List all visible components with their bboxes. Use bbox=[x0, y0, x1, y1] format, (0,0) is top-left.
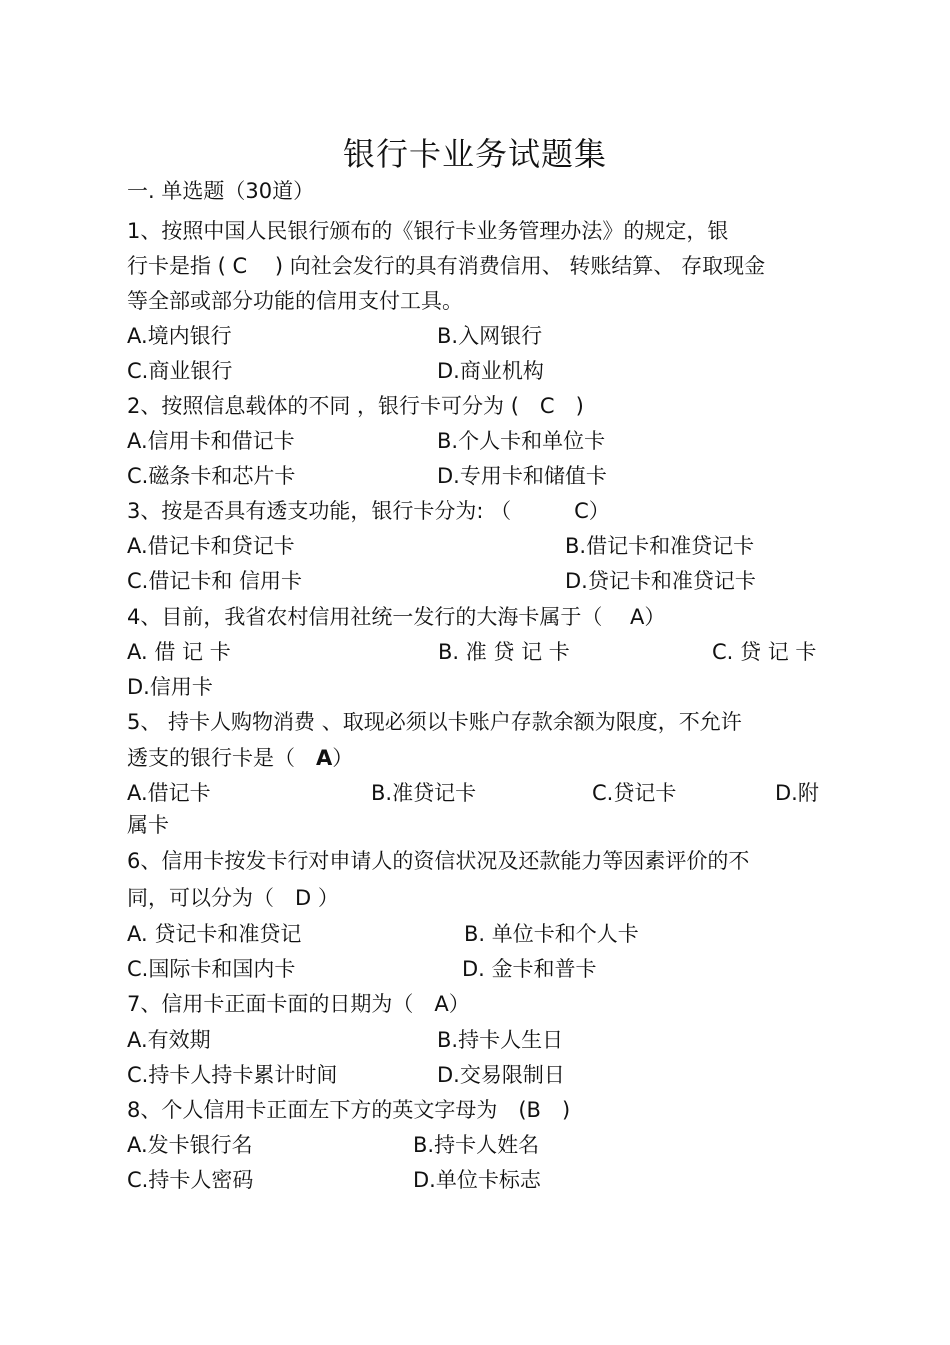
q3-option-b: B.借记卡和准贷记卡 bbox=[565, 534, 755, 558]
q7-option-d: D.交易限制日 bbox=[437, 1063, 565, 1087]
q4-option-b: B. 准 贷 记 卡 bbox=[438, 640, 570, 664]
q6-option-c: C.国际卡和国内卡 bbox=[127, 957, 296, 981]
q1-option-c: C.商业银行 bbox=[127, 359, 233, 383]
q2-option-c: C.磁条卡和芯片卡 bbox=[127, 464, 296, 488]
q1-stem-line3: 等全部或部分功能的信用支付工具。 bbox=[127, 289, 463, 313]
q5-stem-line2 bbox=[127, 743, 353, 773]
q3-option-c: C.借记卡和 信用卡 bbox=[127, 569, 303, 593]
q4-option-a: A. 借 记 卡 bbox=[127, 640, 231, 664]
q5-stem-line2-close: ） bbox=[332, 746, 354, 770]
q2-option-d: D.专用卡和储值卡 bbox=[437, 464, 607, 488]
q7-option-b: B.持卡人生日 bbox=[437, 1028, 564, 1052]
q5-stem-line1: 5、 持卡人购物消费 、取现必须以卡账户存款余额为限度，不允许 bbox=[127, 710, 742, 734]
q8-option-c: C.持卡人密码 bbox=[127, 1168, 254, 1192]
q8-stem: 8、个人信用卡正面左下方的英文字母为 (B ) bbox=[127, 1098, 571, 1122]
q1-stem-line1: 1、按照中国人民银行颁布的《银行卡业务管理办法》的规定，银 bbox=[127, 219, 729, 243]
q5-answer: A bbox=[316, 746, 333, 770]
q7-option-c: C.持卡人持卡累计时间 bbox=[127, 1063, 338, 1087]
q5-option-c: C.贷记卡 bbox=[592, 781, 677, 805]
q1-option-d: D.商业机构 bbox=[437, 359, 544, 383]
q3-option-d: D.贷记卡和准贷记卡 bbox=[565, 569, 756, 593]
q7-stem: 7、信用卡正面卡面的日期为（ A） bbox=[127, 992, 470, 1016]
q3-stem: 3、按是否具有透支功能，银行卡分为: （ C） bbox=[127, 499, 610, 523]
q1-option-b: B.入网银行 bbox=[437, 324, 543, 348]
q5-stem-line2-text: 透支的银行卡是（ bbox=[127, 746, 316, 770]
q1-stem-line2: 行卡是指 ( C ) 向社会发行的具有消费信用、 转账结算、 存取现金 bbox=[127, 254, 766, 278]
q4-stem: 4、目前，我省农村信用社统一发行的大海卡属于（ A） bbox=[127, 605, 666, 629]
q8-option-d: D.单位卡标志 bbox=[413, 1168, 541, 1192]
q5-option-d: D.附 bbox=[775, 781, 819, 805]
q6-stem-line2: 同，可以分为（ D ） bbox=[127, 886, 339, 910]
q4-option-c: C. 贷 记 卡 bbox=[712, 640, 817, 664]
q5-option-d-continued: 属卡 bbox=[127, 813, 169, 837]
q6-option-d: D. 金卡和普卡 bbox=[462, 957, 597, 981]
q2-stem: 2、按照信息载体的不同 ，银行卡可分为 ( C ) bbox=[127, 394, 584, 418]
section-heading: 一. 单选题（30道） bbox=[127, 179, 315, 203]
q2-option-a: A.信用卡和借记卡 bbox=[127, 429, 295, 453]
q6-stem-line1: 6、信用卡按发卡行对申请人的资信状况及还款能力等因素评价的不 bbox=[127, 849, 750, 873]
q5-option-b: B.准贷记卡 bbox=[371, 781, 477, 805]
q8-option-a: A.发卡银行名 bbox=[127, 1133, 253, 1157]
q6-option-b: B. 单位卡和个人卡 bbox=[464, 922, 639, 946]
q3-option-a: A.借记卡和贷记卡 bbox=[127, 534, 295, 558]
q5-option-a: A.借记卡 bbox=[127, 781, 211, 805]
q6-option-a: A. 贷记卡和准贷记 bbox=[127, 922, 302, 946]
q7-option-a: A.有效期 bbox=[127, 1028, 211, 1052]
q8-option-b: B.持卡人姓名 bbox=[413, 1133, 540, 1157]
q4-option-d: D.信用卡 bbox=[127, 675, 213, 699]
q2-option-b: B.个人卡和单位卡 bbox=[437, 429, 606, 453]
q1-option-a: A.境内银行 bbox=[127, 324, 232, 348]
page-title: 银行卡业务试题集 bbox=[342, 135, 607, 173]
